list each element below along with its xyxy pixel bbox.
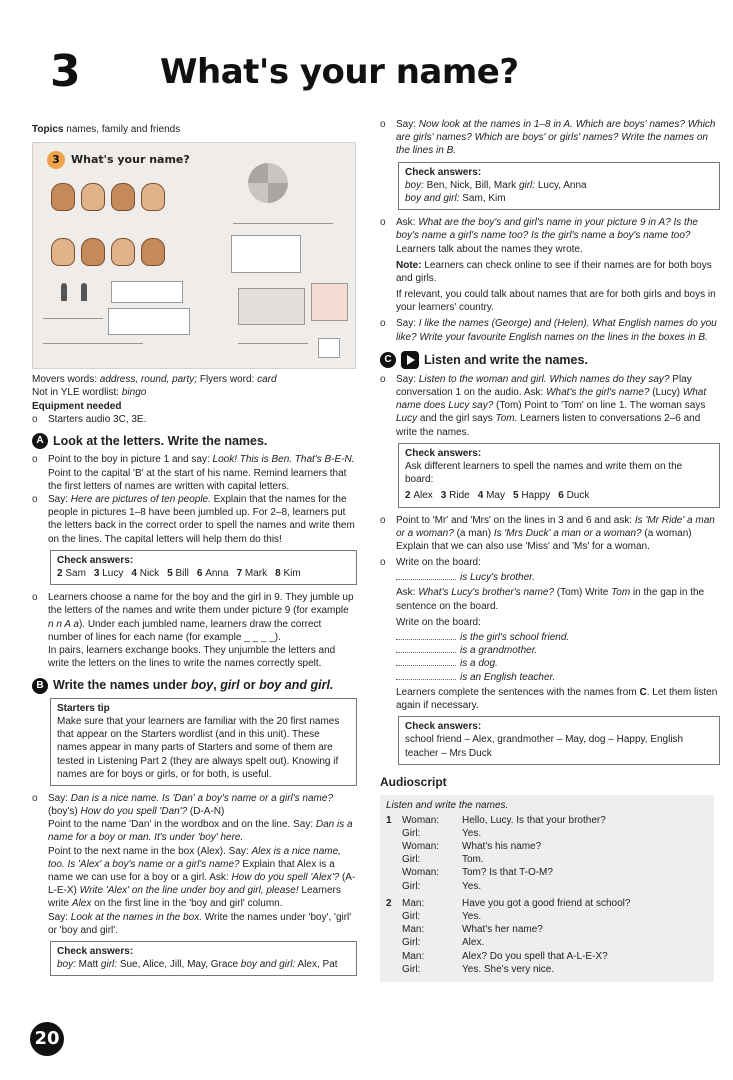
section-c-text bbox=[396, 514, 720, 554]
text-segment: What's Lucy's brother's name? bbox=[418, 587, 555, 599]
answer-word: Mark bbox=[244, 567, 268, 579]
text-segment: Lucy, Anna bbox=[535, 179, 587, 191]
text-segment: Point to 'Mr' and 'Mrs' on the lines in 3 and 6 and ask: bbox=[396, 514, 635, 526]
answer-word: May bbox=[486, 490, 505, 502]
audioscript-line bbox=[386, 923, 708, 936]
answer-number: 5 bbox=[512, 490, 522, 502]
gap-line bbox=[396, 657, 456, 666]
check-answers-heading: Check answers: bbox=[57, 554, 134, 566]
text-segment: Alex bbox=[71, 898, 92, 910]
unit-number: 3 bbox=[50, 46, 81, 97]
student-book-thumbnail bbox=[32, 142, 356, 369]
line-number bbox=[386, 827, 402, 840]
line-number bbox=[386, 910, 402, 923]
text-segment: boy: bbox=[57, 959, 76, 971]
section-b-text bbox=[48, 912, 351, 936]
section-b-title-sep: or bbox=[239, 678, 260, 693]
section-c-bullet bbox=[380, 556, 720, 712]
text-segment: boy: bbox=[405, 179, 424, 191]
starters-tip-heading: Starters tip bbox=[57, 702, 110, 714]
line-number bbox=[386, 923, 402, 936]
thumbnail-number: 3 bbox=[47, 151, 65, 169]
board-sentence bbox=[396, 671, 720, 684]
section-b-text: If relevant, you could talk about names that are for both girls and boys in your learners' country. bbox=[396, 289, 716, 314]
writing-line bbox=[238, 343, 308, 344]
board-sentence bbox=[396, 631, 720, 644]
line-number bbox=[386, 866, 402, 879]
section-b-bullet bbox=[380, 216, 720, 314]
text-segment: Here are pictures of ten people. bbox=[70, 494, 211, 505]
writing-line bbox=[233, 223, 333, 224]
answer-number: 2 bbox=[405, 490, 414, 502]
section-c-title: Listen and write the names. bbox=[424, 352, 588, 367]
text-segment: ). Under each jumbled name, learners draw the correct number of lines for each name (for example _ _ _ _). bbox=[48, 618, 322, 643]
text-segment: Say: bbox=[48, 494, 71, 505]
movers-label: Movers words: bbox=[32, 374, 100, 386]
section-c-text: Write on the board: bbox=[396, 557, 481, 569]
speaker: Girl: bbox=[402, 880, 421, 892]
section-b-text bbox=[396, 118, 720, 158]
utterance: Yes. bbox=[462, 827, 482, 839]
not-in-wordlist-label: Not in YLE wordlist: bbox=[32, 387, 122, 399]
right-column bbox=[380, 118, 720, 982]
text-segment: Tom bbox=[611, 587, 631, 599]
section-a-bullet bbox=[32, 453, 357, 493]
text-segment: C bbox=[639, 686, 647, 698]
answer-number: 3 bbox=[93, 567, 103, 579]
utterance: Yes. bbox=[462, 911, 482, 923]
answer-word: Happy bbox=[521, 490, 551, 502]
board-sentence bbox=[396, 657, 720, 670]
answer-word: Duck bbox=[566, 490, 590, 502]
answer-word: Anna bbox=[205, 567, 229, 579]
answer-word: Kim bbox=[283, 567, 301, 579]
text-segment: boy and girl: bbox=[240, 959, 296, 971]
utterance: Yes. bbox=[462, 880, 482, 892]
text-segment: Learners listen to conversations 2–6 and write the names. bbox=[396, 413, 701, 438]
bullet: o bbox=[380, 119, 386, 130]
section-c-text: Write on the board: bbox=[396, 616, 481, 628]
board-sentence-text: is a dog. bbox=[460, 658, 498, 670]
topics-text: names, family and friends bbox=[66, 124, 181, 135]
face-illustration bbox=[141, 238, 165, 266]
address-box bbox=[238, 288, 305, 325]
answer-number: 6 bbox=[558, 490, 567, 502]
section-c-bullet bbox=[380, 514, 720, 554]
text-segment: and the girl says bbox=[417, 413, 496, 425]
bullet: o bbox=[32, 792, 38, 804]
section-b-title-boy: boy bbox=[191, 678, 214, 693]
text-segment: Look at the names in the box. bbox=[70, 911, 202, 923]
text-segment: Say: bbox=[48, 911, 71, 923]
text-segment: in the gap in the sentence on the board. bbox=[396, 587, 705, 612]
section-b-text bbox=[396, 317, 720, 343]
utterance: What's his name? bbox=[462, 841, 542, 853]
answer-list bbox=[405, 489, 713, 502]
section-a-bullet bbox=[32, 493, 357, 546]
text-segment: (A-L-E-X) bbox=[48, 872, 356, 897]
section-b-title-sep: , bbox=[213, 678, 221, 693]
board-sentence: is Lucy's brother. bbox=[460, 572, 535, 584]
bullet: o bbox=[32, 454, 38, 466]
text-segment: boy and girl: bbox=[405, 192, 460, 204]
equipment-heading: Equipment needed bbox=[32, 400, 122, 412]
birthday-card bbox=[311, 283, 348, 321]
answer-item bbox=[167, 568, 189, 579]
section-b-title-girl: girl bbox=[220, 678, 240, 693]
board-sentence bbox=[396, 644, 720, 657]
audioscript-line bbox=[386, 963, 708, 976]
starters-tip-box bbox=[50, 698, 357, 786]
check-answers-text bbox=[57, 958, 350, 971]
movers-words: address, round, party; bbox=[99, 374, 198, 386]
bullet: o bbox=[380, 557, 386, 569]
text-segment: Matt bbox=[75, 959, 101, 971]
utterance: Hello, Lucy. Is that your brother? bbox=[462, 814, 606, 826]
text-segment: Dan is a name for a boy or man. It's under 'boy' here. bbox=[48, 819, 353, 844]
audioscript-line bbox=[386, 840, 708, 853]
page-number: 20 bbox=[30, 1022, 64, 1056]
vocabulary-notes bbox=[32, 373, 357, 426]
section-c-badge: C bbox=[380, 352, 396, 368]
topics-line bbox=[32, 123, 357, 136]
section-a-badge: A bbox=[32, 433, 48, 449]
speaker: Man: bbox=[402, 924, 425, 936]
line-number bbox=[386, 853, 402, 866]
answer-list bbox=[57, 567, 350, 580]
speaker: Woman: bbox=[402, 867, 440, 879]
text-segment: Point to the capital 'B' at the start of his name. Remind learners that the first letters of names are written with capital letters. bbox=[48, 467, 347, 492]
equipment-text: Starters audio 3C, 3E. bbox=[48, 413, 147, 425]
speaker: Man: bbox=[402, 897, 425, 909]
answer-item bbox=[57, 568, 86, 579]
section-b-check-answers bbox=[50, 941, 357, 976]
topics-label: Topics bbox=[32, 124, 64, 135]
face-illustration bbox=[51, 238, 75, 266]
board-sentence-text: is the girl's school friend. bbox=[460, 632, 570, 643]
gap-line bbox=[396, 671, 456, 680]
text-segment: (a man) bbox=[453, 527, 494, 539]
utterance: What's her name? bbox=[462, 924, 543, 936]
left-column bbox=[32, 123, 357, 982]
check-answers-heading: Check answers: bbox=[405, 721, 482, 733]
utterance: Yes. She's very nice. bbox=[462, 963, 555, 975]
section-b-bullet bbox=[32, 792, 357, 937]
thumbnail-title-text: What's your name? bbox=[71, 152, 190, 166]
text-segment: Point to the name 'Dan' in the wordbox and on the line. Say: bbox=[48, 819, 316, 831]
bullet: o bbox=[380, 514, 386, 526]
answer-item bbox=[478, 490, 505, 501]
speaker: Woman: bbox=[402, 814, 440, 826]
text-segment: Ben, Nick, Bill, Mark bbox=[423, 179, 519, 191]
section-b-text bbox=[48, 819, 353, 843]
check-answers-heading: Check answers: bbox=[405, 166, 482, 178]
bullet: o bbox=[380, 217, 386, 229]
thumbnail-title bbox=[47, 151, 190, 169]
answer-number: 7 bbox=[236, 567, 245, 579]
text-segment: Say: bbox=[48, 792, 71, 804]
text-segment: Sue, Alice, Jill, May, Grace bbox=[117, 959, 241, 971]
section-c-heading bbox=[380, 351, 720, 369]
text-segment: Say: bbox=[396, 318, 419, 330]
face-illustration bbox=[141, 183, 165, 211]
utterance: Alex. bbox=[462, 937, 485, 949]
text-segment: What name does Lucy say? bbox=[396, 387, 707, 412]
answer-word: Nick bbox=[139, 567, 160, 579]
audioscript-line bbox=[386, 897, 708, 910]
text-segment: Is 'Mr Ride' a man or a woman? bbox=[396, 514, 715, 539]
bullet: o bbox=[32, 413, 38, 425]
section-c-text bbox=[396, 686, 720, 712]
board-sentence-text: is a grandmother. bbox=[460, 645, 538, 657]
section-a-check-answers bbox=[50, 550, 357, 585]
writing-line bbox=[43, 343, 143, 344]
audioscript-box bbox=[380, 795, 714, 982]
text-segment: (boy's) bbox=[48, 806, 81, 818]
answer-item bbox=[441, 490, 470, 501]
audioscript-intro: Listen and write the names. bbox=[386, 799, 509, 811]
face-illustration bbox=[111, 183, 135, 211]
text-segment: Ask: bbox=[396, 217, 419, 229]
check-answers-text bbox=[405, 192, 713, 205]
text-segment: Ask: bbox=[396, 587, 419, 599]
text-segment: (Tom) Point to 'Tom' on line 1. The woman says bbox=[493, 400, 706, 412]
text-segment: I like the names (George) and (Helen). What English names do you like? Write your favourite English names on the lines in the boxes in B. bbox=[396, 318, 717, 343]
section-c-check-answers bbox=[398, 443, 720, 508]
check-answers-heading: Check answers: bbox=[405, 447, 482, 459]
audioscript-lines bbox=[386, 814, 708, 976]
answer-number: 4 bbox=[131, 567, 140, 579]
text-segment: Alex is a nice name, too. Is 'Alex' a boy's name or a girl's name? bbox=[48, 845, 341, 870]
face-illustration bbox=[51, 183, 75, 211]
answer-item bbox=[197, 568, 229, 579]
text-segment: (Tom) Write bbox=[554, 587, 612, 599]
section-b-bullet bbox=[380, 317, 720, 343]
answer-item bbox=[275, 568, 301, 579]
text-segment: Say: bbox=[396, 373, 419, 385]
answer-number: 8 bbox=[275, 567, 284, 579]
starters-tip-text: Make sure that your learners are familiar with the 20 first names that appear on the Starters wordlist (and in this unit). These names appear in many parts of Starters and some of them are tested in Listening Part 2 (they are always spelt out). Knowing if names are for boys or girls, or for both, is useful. bbox=[57, 715, 340, 780]
section-c-text bbox=[396, 586, 720, 612]
bullet: o bbox=[32, 494, 38, 505]
text-segment: Write the names under 'boy', 'girl' or 'boy and girl'. bbox=[48, 911, 352, 936]
section-b-text bbox=[48, 793, 333, 817]
answer-number: 6 bbox=[196, 567, 206, 579]
section-a-text: In pairs, learners exchange books. They unjumble the letters and write the letters on the lines to write the names correctly spelt. bbox=[48, 644, 336, 670]
answer-word: Ride bbox=[449, 490, 470, 502]
speaker: Girl: bbox=[402, 937, 421, 949]
answer-word: Lucy bbox=[102, 567, 124, 579]
text-segment: (Lucy) bbox=[649, 387, 683, 398]
answer-item bbox=[94, 568, 123, 579]
text-segment: Now look at the names in 1–8 in A. Which are boys' names? Which are girls' names? Which are boys' or girls' names? Write the names on the lines in B. bbox=[396, 119, 716, 157]
check-answers-text bbox=[405, 179, 713, 192]
bullet: o bbox=[32, 592, 38, 604]
text-segment: Say: bbox=[396, 119, 419, 130]
gap-line bbox=[396, 644, 456, 653]
text-segment: Alex, Pat bbox=[295, 959, 338, 971]
text-segment: girl: bbox=[100, 959, 118, 971]
text-segment: Tom. bbox=[495, 413, 518, 425]
section-a-text bbox=[48, 493, 357, 546]
line-number: 1 bbox=[386, 814, 392, 826]
face-illustration bbox=[81, 238, 105, 266]
section-c-check-answers-2 bbox=[398, 716, 720, 765]
answer-item bbox=[131, 568, 159, 579]
text-segment: Sam, Kim bbox=[459, 192, 506, 204]
unit-title: What's your name? bbox=[160, 52, 519, 92]
speaker: Girl: bbox=[402, 854, 421, 866]
answer-word: Alex bbox=[413, 490, 433, 502]
gap-line bbox=[396, 631, 456, 640]
utterance: Alex? Do you spell that A-L-E-X? bbox=[462, 950, 608, 962]
speaker: Girl: bbox=[402, 911, 421, 923]
section-b-title: Write the names under bbox=[53, 678, 191, 693]
board-sentence-text: is an English teacher. bbox=[460, 671, 556, 683]
answer-box bbox=[108, 308, 190, 335]
answer-word: Sam bbox=[65, 567, 86, 579]
check-answers-text: school friend – Alex, grandmother – May, dog – Happy, English teacher – Mrs Duck bbox=[405, 734, 684, 759]
text-segment: Play conversation 1 on the audio. Ask: bbox=[396, 373, 692, 398]
section-b-title-both: boy and girl. bbox=[259, 678, 334, 693]
note-label: Note: bbox=[396, 259, 422, 271]
text-segment: Learners complete the sentences with the names from bbox=[396, 686, 640, 698]
answer-item bbox=[558, 490, 589, 501]
not-in-wordlist-word: bingo bbox=[121, 387, 147, 399]
section-a-text bbox=[48, 592, 354, 643]
section-b-badge: B bbox=[32, 678, 48, 694]
audio-play-icon bbox=[401, 351, 419, 369]
audioscript-heading: Audioscript bbox=[380, 774, 447, 789]
text-segment: Dan is a nice name. Is 'Dan' a boy's name or a girl's name? bbox=[70, 792, 334, 804]
writing-line bbox=[43, 318, 103, 319]
section-b-heading bbox=[32, 677, 357, 694]
line-number bbox=[386, 880, 402, 893]
section-a-heading bbox=[32, 433, 357, 450]
person-figure bbox=[61, 283, 67, 301]
audioscript-line bbox=[386, 950, 708, 963]
check-answers-text: Ask different learners to spell the names and write them on the board: bbox=[405, 460, 683, 486]
section-a-bullet bbox=[32, 591, 357, 670]
flyers-label: Flyers word: bbox=[197, 374, 258, 386]
text-segment: Explain that the names for the people in pictures 1–8 have been jumbled up. For 2–8, learners put the letters back in the correct order to spell the names and write them on the lines. The capital letters will help them do this! bbox=[48, 494, 355, 545]
text-segment: Explain that Alex is a name we can use for a boy or a girl. Ask: bbox=[48, 858, 335, 883]
audioscript-line bbox=[386, 880, 708, 893]
section-c-text bbox=[396, 373, 720, 439]
text-segment: Point to the next name in the box (Alex). Say: bbox=[48, 845, 252, 857]
cube-picture bbox=[318, 338, 340, 358]
text-segment: Learners write bbox=[48, 885, 341, 910]
letter-card bbox=[231, 235, 301, 273]
audioscript-line bbox=[386, 827, 708, 840]
speaker: Girl: bbox=[402, 827, 421, 839]
section-c-bullet bbox=[380, 373, 720, 439]
face-illustration bbox=[81, 183, 105, 211]
line-number bbox=[386, 936, 402, 949]
gap-line bbox=[396, 571, 456, 580]
text-segment: Look! This is Ben. That's B-E-N. bbox=[212, 454, 355, 466]
check-answers-heading: Check answers: bbox=[57, 945, 134, 957]
audioscript-line bbox=[386, 910, 708, 923]
answer-item bbox=[237, 568, 268, 579]
text-segment: girl: bbox=[518, 179, 536, 191]
board-sentences bbox=[396, 631, 720, 684]
section-b-check-answers-2 bbox=[398, 162, 720, 211]
text-segment: How do you spell 'Alex'? bbox=[231, 872, 340, 883]
speaker: Man: bbox=[402, 950, 425, 962]
text-segment: (a woman) Explain that we can also use 'Miss' and 'Ms' for a woman. bbox=[396, 527, 692, 552]
text-segment: Lucy bbox=[396, 413, 418, 425]
audioscript-line bbox=[386, 853, 708, 866]
text-segment: Listen to the woman and girl. Which names do they say? bbox=[418, 373, 670, 385]
person-figure bbox=[81, 283, 87, 301]
text-segment: What's the girl's name? bbox=[546, 387, 650, 398]
section-b-text bbox=[48, 846, 355, 910]
answer-word: Bill bbox=[175, 567, 189, 579]
utterance: Have you got a good friend at school? bbox=[462, 897, 631, 909]
answer-number: 2 bbox=[57, 567, 66, 579]
audioscript-line bbox=[386, 936, 708, 949]
text-segment: Is 'Mrs Duck' a man or a woman? bbox=[493, 527, 642, 539]
audioscript-line bbox=[386, 814, 708, 827]
speaker: Woman: bbox=[402, 841, 440, 853]
flyers-word: card bbox=[257, 374, 277, 386]
pie-picture bbox=[248, 163, 288, 203]
wordbox bbox=[111, 281, 183, 303]
face-illustration bbox=[111, 238, 135, 266]
answer-number: 5 bbox=[167, 567, 176, 579]
line-number bbox=[386, 950, 402, 963]
answer-number: 4 bbox=[477, 490, 487, 502]
bullet: o bbox=[380, 373, 386, 385]
answer-number: 3 bbox=[440, 490, 450, 502]
line-number bbox=[386, 840, 402, 853]
answer-item bbox=[513, 490, 550, 501]
text-segment: n n A a bbox=[48, 618, 79, 630]
text-segment: Point to the boy in picture 1 and say: bbox=[48, 454, 213, 466]
text-segment: Learners talk about the names they wrote. bbox=[396, 243, 583, 255]
text-segment: on the first line in the 'boy and girl' column. bbox=[91, 898, 283, 910]
text-segment: How do you spell 'Dan'? bbox=[80, 806, 188, 818]
text-segment: Learners choose a name for the boy and the girl in 9. They jumble up the letters of the names and write them under picture 9 (for example bbox=[48, 592, 354, 617]
section-a-text bbox=[48, 453, 357, 493]
answer-item bbox=[405, 490, 433, 501]
note-text: Learners can check online to see if their names are for both boys and girls. bbox=[396, 259, 712, 284]
line-number bbox=[386, 963, 402, 976]
text-segment: . Let them listen again if necessary. bbox=[396, 686, 718, 711]
equipment-item bbox=[32, 413, 357, 426]
text-segment: Write 'Alex' on the line under boy and girl, please! bbox=[79, 885, 299, 897]
text-segment: What are the boy's and girl's name in your picture 9 in A? Is the boy's name a girl's name too? Is the girl's name a boy's name too? bbox=[396, 217, 698, 242]
section-b-text bbox=[396, 217, 698, 254]
utterance: Tom? Is that T-O-M? bbox=[462, 867, 553, 879]
utterance: Tom. bbox=[462, 854, 484, 866]
line-number: 2 bbox=[386, 897, 392, 909]
bullet: o bbox=[380, 318, 386, 330]
section-a-title: Look at the letters. Write the names. bbox=[53, 433, 268, 448]
audioscript-line bbox=[386, 866, 708, 879]
section-b-bullet bbox=[380, 118, 720, 158]
text-segment: (D-A-N) bbox=[187, 806, 225, 818]
speaker: Girl: bbox=[402, 963, 421, 975]
